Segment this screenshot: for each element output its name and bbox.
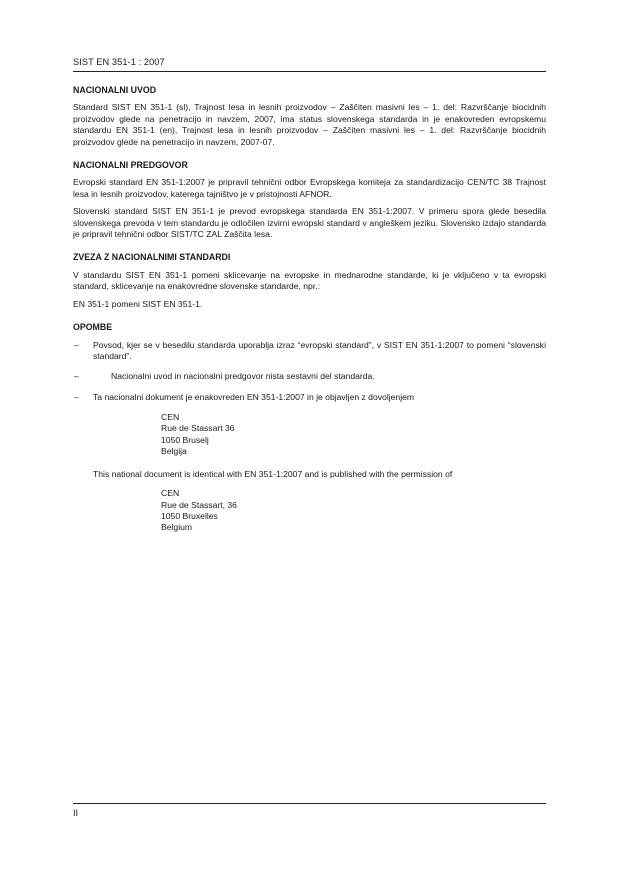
list-item: [73, 371, 546, 382]
document-id-header: SIST EN 351-1 : 2007: [73, 57, 165, 67]
section-national-intro: [73, 85, 546, 148]
address-line: Rue de Stassart 36: [161, 423, 235, 434]
paragraph: Slovenski standard SIST EN 351-1 je prevod evropskega standarda EN 351-1:2007. V primeru spora glede besedila slovenskega prevoda v tem standardu je odločilen izvirni evropski standard v angleškem jeziku. Slovensko izdajo standarda je pripravil tehnični odbor SIST/TC ZAL Zaščita lesa.: [73, 206, 546, 240]
paragraph: EN 351-1 pomeni SIST EN 351-1.: [73, 298, 203, 309]
dash-bullet: –: [74, 371, 79, 382]
section-heading: NACIONALNI UVOD: [73, 85, 157, 95]
section-national-standards: [73, 252, 546, 310]
dash-bullet: –: [74, 391, 79, 402]
list-item: [73, 340, 546, 363]
address-block-en: [161, 488, 546, 533]
address-line: Rue de Stassart, 36: [161, 499, 237, 510]
section-national-foreword: [73, 160, 546, 240]
note-text: Povsod, kjer se v besedilu standarda uporablja izraz “evropski standard”, v SIST EN 351-1:2007 to pomeni “slovenski standard”.: [93, 339, 546, 361]
section-notes: [73, 322, 546, 533]
section-heading: ZVEZA Z NACIONALNIMI STANDARDI: [73, 252, 231, 263]
dash-bullet: –: [74, 339, 79, 350]
address-line: CEN: [161, 488, 180, 499]
note-text: Nacionalni uvod in nacionalni predgovor nista sestavni del standarda.: [111, 371, 375, 382]
header-divider: [73, 71, 546, 72]
address-line: Belgium: [161, 521, 193, 532]
paragraph: Standard SIST EN 351-1 (sl), Trajnost lesa in lesnih proizvodov – Zaščiten masivni les – 1. del: Razvrščanje biocidnih proizvodov glede na penetracijo in navzem, 2007, ima status slovenskega standarda in je enakovreden evropskemu standardu EN 351-1 (en), Trajnost lesa in lesnih proizvodov – Zaščiten masivni les – 1. del: Razvrščanje biocidnih proizvodov glede na penetracijo in navzem, 2007-07.: [73, 102, 546, 147]
address-line: CEN: [161, 412, 180, 423]
paragraph: V standardu SIST EN 351-1 pomeni sklicevanje na evropske in mednarodne standarde, ki je vključeno v ta evropski standard, sklicevanje na enakovredne slovenske standarde, npr.:: [73, 269, 546, 292]
paragraph: Evropski standard EN 351-1:2007 je pripravil tehnični odbor Evropskega komiteja za standardizacijo CEN/TC 38 Trajnost lesa in lesnih proizvodov, katerega tajništvo je v pristojnosti AFNOR.: [73, 177, 546, 199]
document-body: [73, 85, 546, 545]
address-block-sl: [161, 412, 546, 457]
section-heading: OPOMBE: [73, 322, 113, 333]
address-line: 1050 Bruselj: [161, 434, 209, 445]
footer-divider: [73, 803, 546, 804]
identity-statement-en: This national document is identical with EN 351-1:2007 and is published with the permission of: [93, 468, 453, 479]
list-item: [73, 392, 546, 403]
page-number: II: [73, 808, 79, 818]
notes-list: [73, 340, 546, 404]
address-line: 1050 Bruxelles: [161, 510, 218, 521]
note-text: Ta nacionalni dokument je enakovreden EN 351-1:2007 in je objavljen z dovoljenjem: [93, 391, 415, 402]
section-heading: NACIONALNI PREDGOVOR: [73, 160, 188, 171]
address-line: Belgija: [161, 445, 187, 456]
